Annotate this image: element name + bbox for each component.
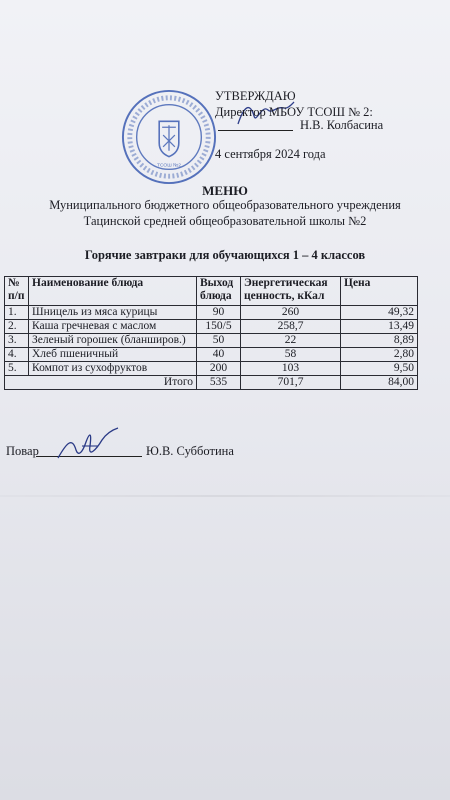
approval-name: Н.В. Колбасина [300,118,384,132]
row-price: 13,49 [341,320,418,334]
row-yield: 90 [197,306,241,320]
row-number: 2. [5,320,29,334]
row-number: 4. [5,348,29,362]
table-header-row [5,277,418,306]
row-number: 1. [5,306,29,320]
cook-name: Ю.В. Субботина [146,444,234,458]
row-dish: Шницель из мяса курицы [29,306,197,320]
row-energy: 258,7 [241,320,341,334]
table-total-row [5,376,418,390]
header-energy: Энергетическая ценность, кКал [241,277,341,306]
paper-fold [0,495,450,497]
menu-subtitle: Горячие завтраки для обучающихся 1 – 4 классов [84,248,366,262]
table-row [5,306,418,320]
approval-title: УТВЕРЖДАЮ [215,89,296,103]
cook-label: Повар [6,444,39,458]
row-energy: 103 [241,362,341,376]
page-title: МЕНЮ [202,183,248,198]
row-price: 9,50 [341,362,418,376]
header-price: Цена [341,277,418,306]
org-line-1: Муниципального бюджетного общеобразовательного учреждения [49,198,401,212]
approval-role: Директор МБОУ ТСОШ № 2: [215,105,373,119]
row-yield: 50 [197,334,241,348]
org-line-2: Тацинской средней общеобразовательной школы №2 [83,214,367,228]
header-yield: Выход блюда [197,277,241,306]
total-energy: 701,7 [241,376,341,390]
row-yield: 200 [197,362,241,376]
row-yield: 150/5 [197,320,241,334]
menu-table [4,276,418,390]
table-row [5,334,418,348]
total-price: 84,00 [341,376,418,390]
row-price: 8,89 [341,334,418,348]
approval-date: 4 сентября 2024 года [215,147,326,161]
row-energy: 260 [241,306,341,320]
row-price: 49,32 [341,306,418,320]
row-dish: Компот из сухофруктов [29,362,197,376]
approval-signature-line [218,130,293,131]
table-row [5,348,418,362]
row-number: 3. [5,334,29,348]
row-yield: 40 [197,348,241,362]
row-energy: 22 [241,334,341,348]
table-row [5,320,418,334]
table-row [5,362,418,376]
row-dish: Зеленый горошек (бланширов.) [29,334,197,348]
total-yield: 535 [197,376,241,390]
round-stamp-icon [120,88,218,186]
row-number: 5. [5,362,29,376]
row-energy: 58 [241,348,341,362]
total-label: Итого [5,376,197,390]
cook-signature [52,424,122,464]
header-number: № п/п [5,277,29,306]
svg-text:ТСОШ №2: ТСОШ №2 [156,163,182,169]
row-dish: Хлеб пшеничный [29,348,197,362]
header-dish: Наименование блюда [29,277,197,306]
row-dish: Каша гречневая с маслом [29,320,197,334]
row-price: 2,80 [341,348,418,362]
